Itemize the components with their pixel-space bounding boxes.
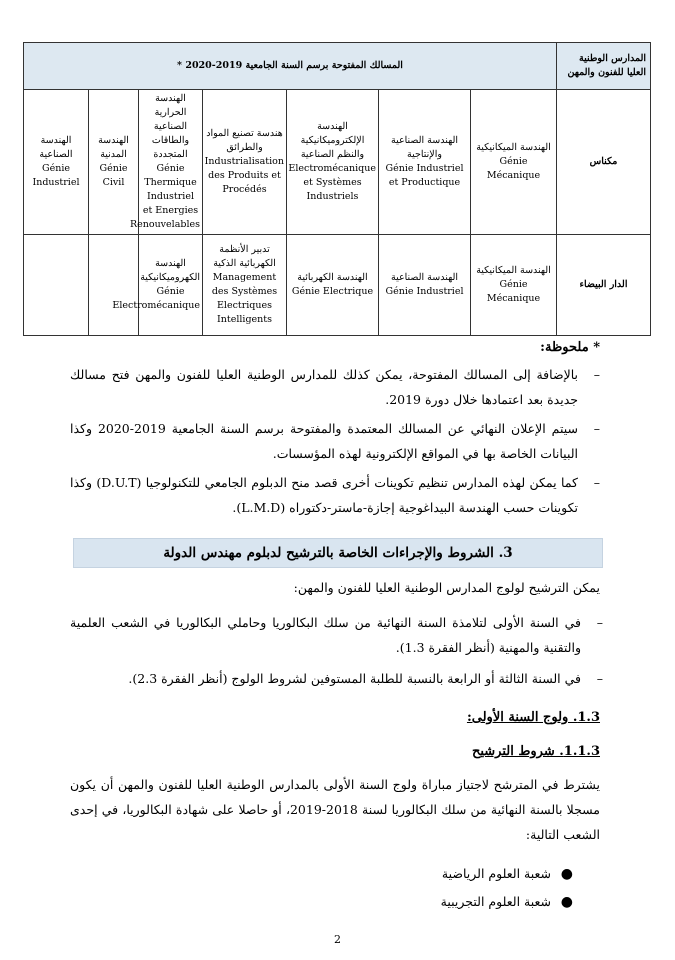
subsection-1-3-heading: 1.3. ولوج السنة الأولى: bbox=[466, 710, 600, 725]
program-cell: الهندسة الصناعية والإنتاجية Génie Industriel et Productique bbox=[379, 90, 471, 235]
list-item: – سيتم الإعلان النهائي عن المسالك المعتمدة والمفتوحة برسم السنة الجامعية 2019-2020 وكذا البيانات الخاصة بها في المواقع الإلكترونية لهذه المؤسسات. bbox=[70, 421, 600, 461]
list-item: – في السنة الثالثة أو الرابعة بالنسبة للطلبة المستوفين لشروط الولوج (أنظر الفقرة 2.3). bbox=[128, 671, 603, 686]
program-cell: هندسة تصنيع المواد والطرائق Industrialisation des Produits et Procédés bbox=[203, 90, 287, 235]
program-cell: الهندسة الصناعية Génie Industriel bbox=[24, 90, 89, 235]
table-header-row bbox=[24, 43, 651, 90]
schools-header: المدارس الوطنية العليا للفنون والمهن bbox=[557, 43, 651, 90]
table-row bbox=[24, 235, 651, 336]
subsection-1-1-3-heading: 1.1.3. شروط الترشيح bbox=[471, 744, 600, 759]
list-item: – بالإضافة إلى المسالك المفتوحة، يمكن كذلك للمدارس الوطنية العليا للفنون والمهن فتح مسالك جديدة بعد اعتمادها خلال دورة 2019. bbox=[70, 367, 600, 407]
program-cell: الهندسة الصناعية Génie Industriel bbox=[379, 235, 471, 336]
note-list bbox=[70, 362, 600, 524]
section-3-heading: 3. الشروط والإجراءات الخاصة بالترشيح لدبلوم مهندس الدولة bbox=[73, 538, 603, 568]
program-cell: الهندسة الكهربائية Génie Electrique bbox=[287, 235, 379, 336]
program-cell: الهندسة الحرارية الصناعية والطاقات المتجددة Génie Thermique Industriel et Energies Renouvelables bbox=[139, 90, 203, 235]
list-item: – في السنة الأولى لتلامذة السنة النهائية من سلك البكالوريا وحاملي البكالوريا في الشعب العلمية والتقنية والمهنية (أنظر الفقرة 1.3). bbox=[70, 615, 603, 655]
page-number: 2 bbox=[334, 933, 341, 946]
bullet-icon: ● bbox=[560, 866, 573, 882]
empty-cell bbox=[24, 235, 89, 336]
city-casablanca: الدار البيضاء bbox=[557, 235, 651, 336]
program-cell: الهندسة الميكانيكية Génie Mécanique bbox=[471, 90, 557, 235]
city-meknes: مكناس bbox=[557, 90, 651, 235]
section-3-intro: يمكن الترشيح لولوج المدارس الوطنية العليا للفنون والمهن: bbox=[293, 580, 600, 595]
program-cell: الهندسة الميكانيكية Génie Mécanique bbox=[471, 235, 557, 336]
bullet-icon: ● bbox=[560, 894, 573, 910]
programs-header: المسالك المفتوحة برسم السنة الجامعية 2019-2020 * bbox=[24, 43, 557, 90]
list-item: ● شعبة العلوم التجريبية bbox=[441, 888, 573, 916]
program-cell: تدبير الأنظمة الكهربائية الذكية Management des Systèmes Electriques Intelligents bbox=[203, 235, 287, 336]
streams-list bbox=[441, 860, 573, 916]
list-item: ● شعبة العلوم الرياضية bbox=[441, 860, 573, 888]
note-title: * ملحوظة: bbox=[540, 340, 600, 355]
program-cell: الهندسة الكهروميكانيكية Génie Electromécanique bbox=[139, 235, 203, 336]
programs-table bbox=[23, 42, 651, 336]
table-row bbox=[24, 90, 651, 235]
program-cell: الهندسة المدنية Génie Civil bbox=[89, 90, 139, 235]
program-cell: الهندسة الإلكتروميكانيكية والنظم الصناعية Electromécanique et Systèmes Industriels bbox=[287, 90, 379, 235]
list-item: – كما يمكن لهذه المدارس تنظيم تكوينات أخرى قصد منح الدبلوم الجامعي للتكنولوجيا (D.U.T) وكذا تكوينات حسب الهندسة البيداغوجية إجازة-ماستر-دكتوراه (L.M.D). bbox=[70, 475, 600, 515]
section-3-list bbox=[70, 610, 603, 695]
empty-cell bbox=[89, 235, 139, 336]
conditions-paragraph: يشترط في المترشح لاجتياز مباراة ولوج السنة الأولى بالمدارس الوطنية العليا للفنون والمهن أن يكون مسجلا بالسنة النهائية من سلك البكالوريا لسنة 2018-2019، أو حاصلا على شهادة البكالوريا، في إحدى الشعب التالية: bbox=[70, 777, 600, 842]
